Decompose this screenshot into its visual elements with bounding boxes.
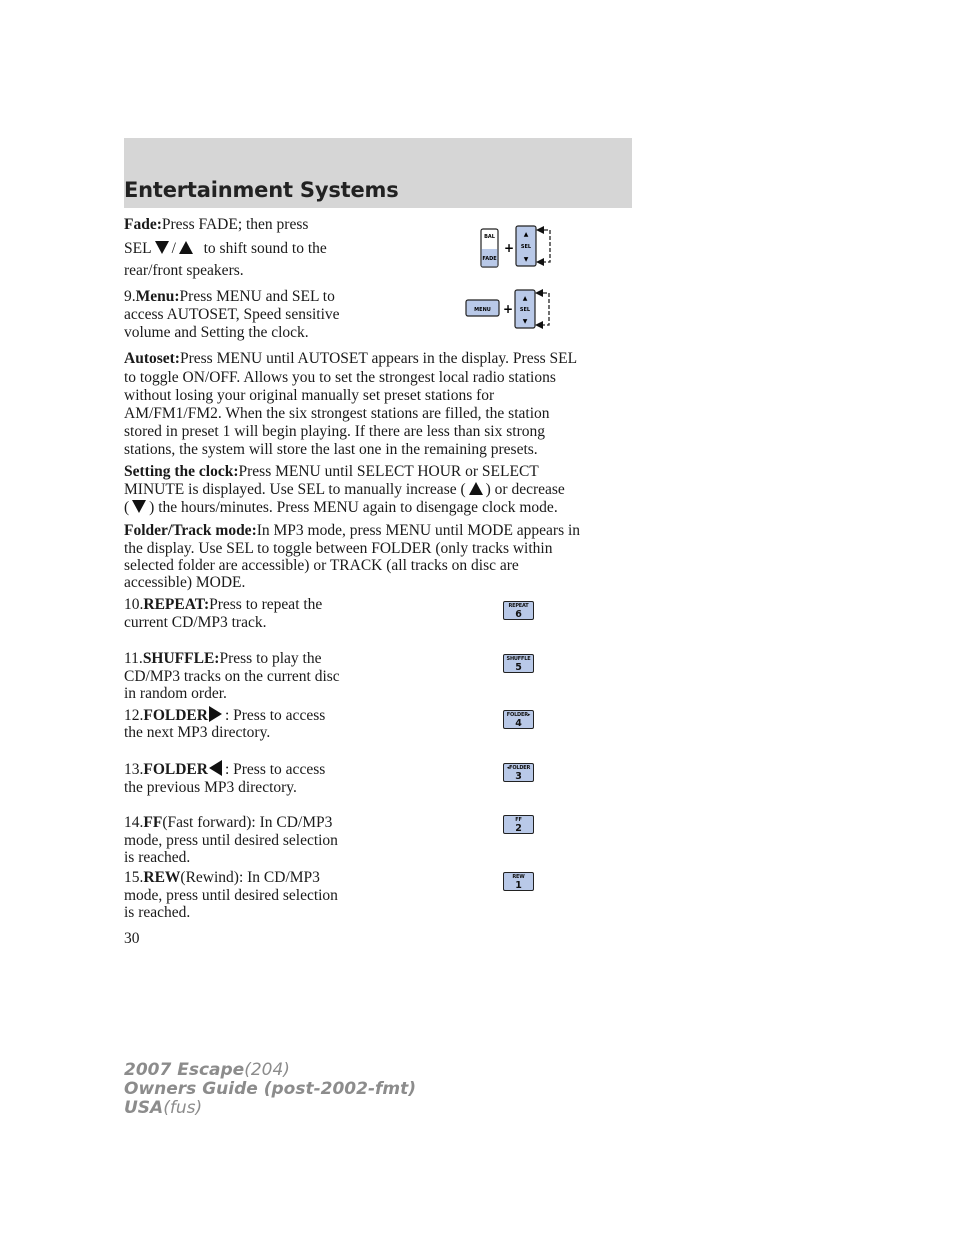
up-arrow-icon <box>179 241 193 254</box>
folder-next-num: 12. <box>124 707 144 724</box>
folder-prev-arrow-icon <box>209 760 222 776</box>
plus-sign-2: + <box>502 302 514 316</box>
repeat-button-label: REPEAT <box>508 603 529 609</box>
autoset-line-6: stations, the system will store the last one in the remaining presets. <box>124 441 538 458</box>
fade-text-1: Press FADE; then press <box>161 216 309 233</box>
repeat-line-1 <box>124 596 374 614</box>
clock-text-3b: ) the hours/minutes. Press MENU again to disengage clock mode. <box>149 499 558 516</box>
shuffle-text-1: Press to play the <box>219 650 322 667</box>
rew-text-1: (Rewind): In CD/MP3 <box>180 869 320 886</box>
shuffle-button-label: SHUFFLE <box>506 656 531 662</box>
folder-mode-text-1: In MP3 mode, press MENU until MODE appears in <box>256 522 581 539</box>
shuffle-line-2: CD/MP3 tracks on the current disc <box>124 668 340 685</box>
autoset-line-4: AM/FM1/FM2. When the six strongest stations are filled, the station <box>124 405 550 422</box>
repeat-num: 10. <box>124 596 144 613</box>
fade-sel-text: SEL <box>124 240 152 257</box>
folder-next-button-label: FOLDER▸ <box>506 712 531 718</box>
shuffle-button-number: 5 <box>515 662 522 673</box>
repeat-line-2: current CD/MP3 track. <box>124 614 267 631</box>
folder-prev-button-number: 3 <box>515 771 522 782</box>
folder-prev-line-1 <box>124 760 374 779</box>
bal-fade-sel-diagram <box>478 222 568 272</box>
fade-text-2: to shift sound to the <box>203 240 327 257</box>
autoset-line-3: without losing your original manually set preset stations for <box>124 387 495 404</box>
menu-line-3: volume and Setting the clock. <box>124 324 309 341</box>
footer-model-code: (204) <box>244 1060 290 1080</box>
rew-button-number: 1 <box>515 880 522 891</box>
footer <box>124 1061 416 1118</box>
clock-label: Setting the clock: <box>124 463 239 480</box>
clock-text-2b: ) or decrease <box>485 481 565 498</box>
autoset-label: Autoset: <box>124 350 180 367</box>
rew-button-label: REW <box>512 874 525 880</box>
footer-line-3 <box>124 1099 416 1118</box>
rew-line-2: mode, press until desired selection <box>124 887 338 904</box>
footer-line-1 <box>124 1061 416 1080</box>
repeat-text-1: Press to repeat the <box>209 596 323 613</box>
sel-up-icon-2: ▲ <box>522 295 528 302</box>
autoset-line-5: stored in preset 1 will begin playing. If there are less than six strong <box>124 423 545 440</box>
folder-mode-label: Folder/Track mode: <box>124 522 257 539</box>
fade-slash: / <box>171 240 176 257</box>
down-arrow-icon <box>155 241 169 254</box>
sel-label-2: SEL <box>519 307 531 313</box>
ff-text-1: (Fast forward): In CD/MP3 <box>162 814 333 831</box>
folder-next-arrow-icon <box>209 706 222 722</box>
clock-text-1: Press MENU until SELECT HOUR or SELECT <box>238 463 539 480</box>
ff-button-label: FF <box>515 817 522 823</box>
folder-mode-line-3: selected folder are accessible) or TRACK (all tracks on disc are <box>124 557 519 574</box>
fade-line-3: rear/front speakers. <box>124 262 244 279</box>
folder-next-text-1: : Press to access <box>224 707 326 724</box>
folder-prev-button-graphic <box>503 763 534 782</box>
section-title: Entertainment Systems <box>124 178 399 202</box>
clock-line-3 <box>124 499 644 517</box>
folder-prev-label: FOLDER <box>143 761 208 778</box>
folder-next-button-graphic <box>503 710 534 729</box>
repeat-button-number: 6 <box>515 609 522 620</box>
menu-label: Menu: <box>135 288 180 305</box>
rew-num: 15. <box>124 869 144 886</box>
folder-prev-text-1: : Press to access <box>224 761 326 778</box>
clock-text-3a: ( <box>124 499 130 516</box>
sel-down-icon: ▼ <box>523 256 529 263</box>
shuffle-line-1 <box>124 650 374 668</box>
clock-line-1 <box>124 463 644 481</box>
folder-next-label: FOLDER <box>143 707 208 724</box>
shuffle-label: SHUFFLE: <box>142 650 220 667</box>
autoset-line-1 <box>124 350 644 368</box>
clock-line-2 <box>124 481 644 499</box>
shuffle-num: 11. <box>124 650 143 667</box>
rew-line-3: is reached. <box>124 904 191 921</box>
folder-mode-line-1 <box>124 522 644 540</box>
autoset-text-1: Press MENU until AUTOSET appears in the display. Press SEL <box>179 350 578 367</box>
folder-prev-num: 13. <box>124 761 144 778</box>
folder-prev-line-2: the previous MP3 directory. <box>124 779 297 796</box>
footer-guide: Owners Guide (post-2002-fmt) <box>124 1079 417 1099</box>
menu-sel-diagram <box>463 286 568 334</box>
ff-label: FF <box>143 814 163 831</box>
decrease-arrow-icon <box>132 500 146 513</box>
menu-button-label: MENU <box>474 307 491 313</box>
menu-line-2: access AUTOSET, Speed sensitive <box>124 306 340 323</box>
folder-mode-line-2: the display. Use SEL to toggle between FOLDER (only tracks within <box>124 540 553 557</box>
footer-country: USA <box>124 1098 164 1118</box>
increase-arrow-icon <box>469 482 483 495</box>
menu-num: 9. <box>124 288 136 305</box>
rew-button-graphic <box>503 872 534 891</box>
menu-text-1: Press MENU and SEL to <box>179 288 335 305</box>
plus-sign: + <box>503 241 515 255</box>
bal-label: BAL <box>484 234 495 240</box>
ff-line-3: is reached. <box>124 849 191 866</box>
folder-prev-button-label: ◂FOLDER <box>506 765 531 771</box>
footer-country-code: (fus) <box>163 1098 203 1118</box>
repeat-label: REPEAT: <box>143 596 210 613</box>
ff-line-1 <box>124 814 374 832</box>
footer-line-2 <box>124 1080 416 1099</box>
shuffle-button-graphic <box>503 654 534 673</box>
rew-line-1 <box>124 869 374 887</box>
page-number: 30 <box>124 930 140 947</box>
shuffle-line-3: in random order. <box>124 685 227 702</box>
ff-button-graphic <box>503 815 534 834</box>
ff-line-2: mode, press until desired selection <box>124 832 338 849</box>
folder-next-button-number: 4 <box>515 718 522 729</box>
footer-model: 2007 Escape <box>124 1060 245 1080</box>
folder-next-line-1 <box>124 706 374 725</box>
sel-down-icon-2: ▼ <box>522 318 528 325</box>
sel-label: SEL <box>520 244 532 250</box>
rew-label: REW <box>143 869 181 886</box>
clock-text-2a: MINUTE is displayed. Use SEL to manually increase ( <box>124 481 466 498</box>
fade-label-graphic: FADE <box>482 256 497 262</box>
sel-up-icon: ▲ <box>523 231 529 238</box>
folder-next-line-2: the next MP3 directory. <box>124 724 271 741</box>
autoset-line-2: to toggle ON/OFF. Allows you to set the strongest local radio stations <box>124 369 556 386</box>
fade-label: Fade: <box>124 216 162 233</box>
ff-button-number: 2 <box>515 823 522 834</box>
repeat-button-graphic <box>503 601 534 620</box>
ff-num: 14. <box>124 814 144 831</box>
folder-mode-line-4: accessible) MODE. <box>124 574 246 591</box>
